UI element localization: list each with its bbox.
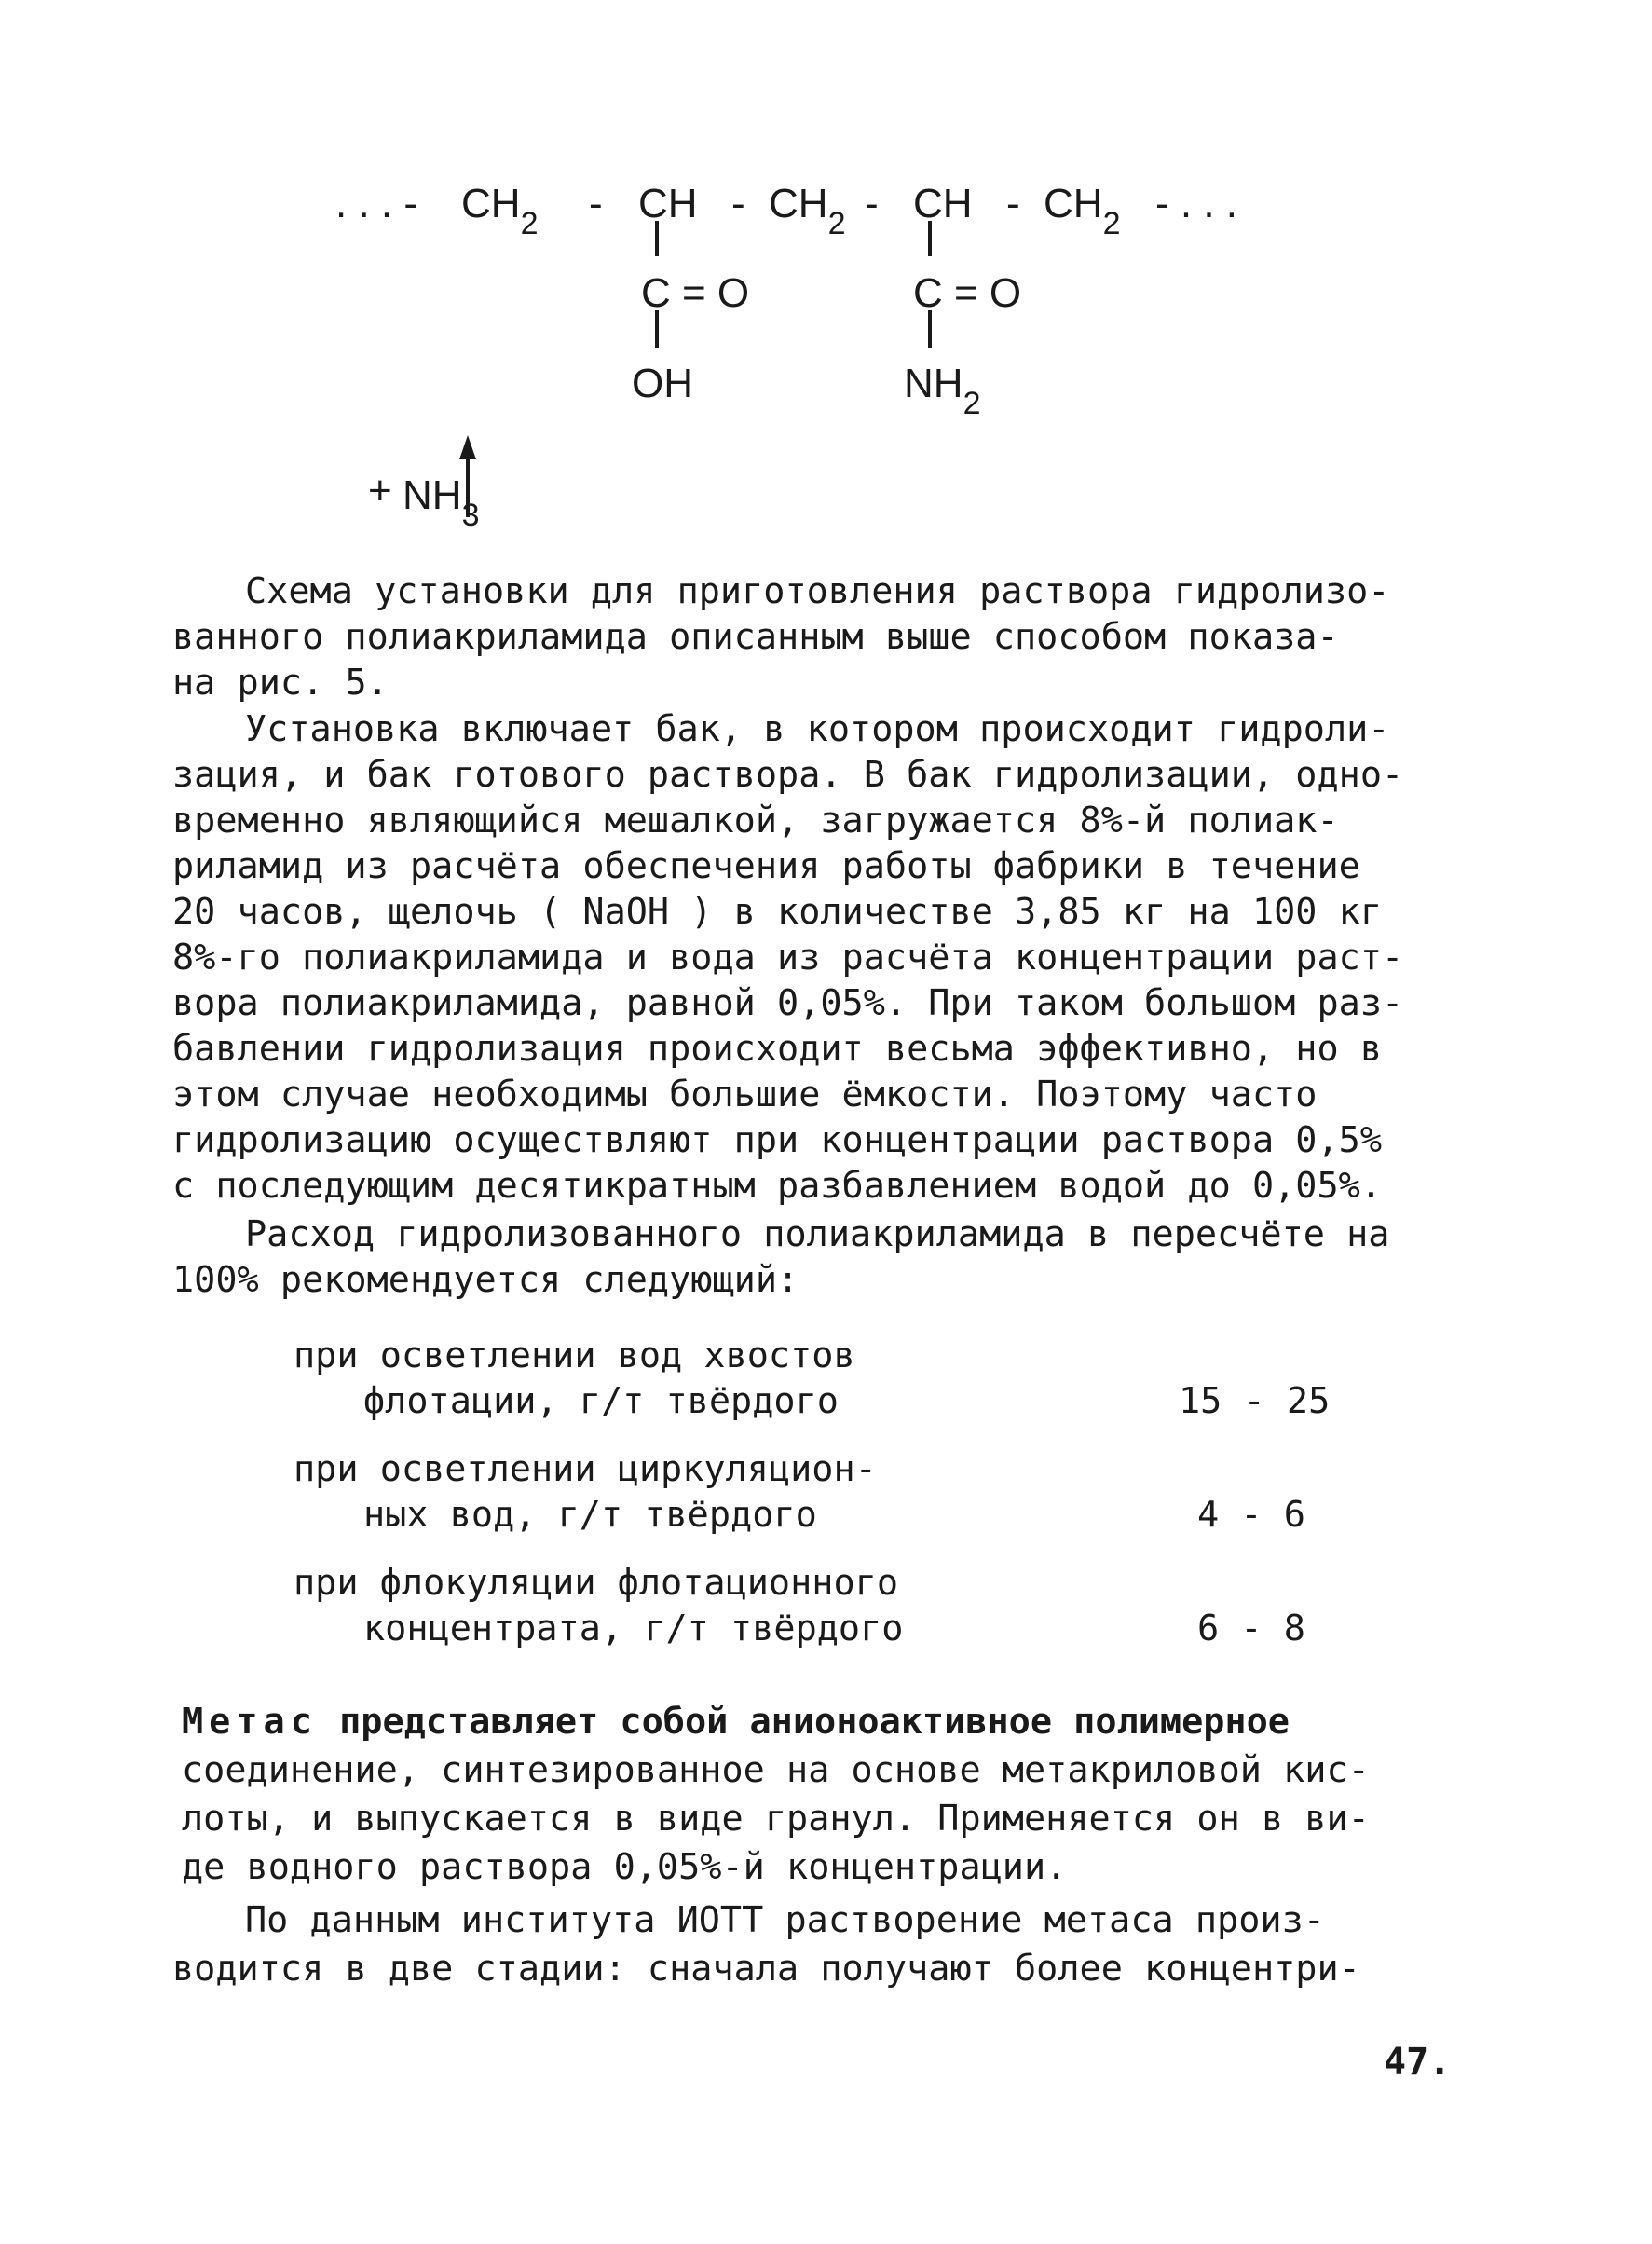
chain-right-dots: - . . . [1155, 181, 1237, 226]
consumption-row [172, 1333, 1384, 1424]
text-line: с последующим десятикратным разбавлением водой до 0,05%. [172, 1165, 1383, 1207]
consumption-label-line2: ных вод, г/т твёрдого [363, 1494, 817, 1536]
text-line: Расход гидролизованного полиакриламида в пересчёте на [245, 1213, 1390, 1255]
bond-dash: - [865, 181, 879, 226]
text-line: риламид из расчёта обеспечения работы фабрики в течение [172, 845, 1360, 887]
bond-dash: - [589, 181, 603, 226]
consumption-value: 6 - 8 [1197, 1608, 1305, 1649]
plus-sign: + [368, 468, 392, 513]
carbonyl-right: C = O [913, 270, 1022, 316]
text-line: ванного полиакриламида описанным выше способом показа- [172, 616, 1339, 658]
consumption-row [172, 1560, 1384, 1651]
ch-group-2: CH [913, 181, 973, 226]
ch2-group-3: $CH_2$ [1044, 181, 1121, 241]
text-line: зация, и бак готового раствора. В бак гидролизации, одно- [172, 754, 1404, 796]
consumption-list [172, 1333, 1384, 1674]
text-line: Схема установки для приготовления раствора гидролизо- [245, 570, 1390, 612]
text-line: гидролизацию осуществляют при концентрации раствора 0,5% [172, 1119, 1383, 1161]
bond-dash: - [731, 181, 745, 226]
text-line: лоты, и выпускается в виде гранул. Применяется он в ви- [182, 1798, 1370, 1840]
ammonia: $NH_3$ [403, 472, 480, 533]
consumption-label-line2: флотации, г/т твёрдого [363, 1380, 839, 1422]
consumption-label-line1: при осветлении циркуляцион- [294, 1448, 877, 1490]
text-line: вора полиакриламида, равной 0,05%. При таком большом раз- [172, 982, 1404, 1024]
hydroxyl-group: OH [632, 361, 693, 406]
bond-dash: - [1006, 181, 1020, 226]
metas-definition: представляет собой анионоактивное полимерное [339, 1701, 1290, 1743]
amide-group: $NH_2$ [904, 361, 981, 421]
text-line: де водного раствора 0,05%-й концентрации. [182, 1846, 1068, 1888]
text-line: на рис. 5. [172, 662, 389, 704]
paragraph-2 [172, 706, 1486, 1209]
consumption-label-line1: при осветлении вод хвостов [294, 1334, 855, 1376]
text-line: Установка включает бак, в котором происходит гидроли- [245, 708, 1390, 750]
metas-paragraph [182, 1698, 1505, 1892]
ch2-group-2: $CH_2$ [769, 181, 846, 241]
text-line: водится в две стадии: сначала получают более концентри- [172, 1948, 1360, 1990]
text-line: соединение, синтезированное на основе метакриловой кис- [182, 1749, 1370, 1791]
text-line: По данным института ИОТТ растворение метаса произ- [245, 1899, 1325, 1941]
consumption-label-line1: при флокуляции флотационного [294, 1562, 899, 1604]
gas-arrow-head [459, 435, 476, 459]
text-line: 8%-го полиакриламида и вода из расчёта концентрации раст- [172, 937, 1404, 978]
text-line: 100% рекомендуется следующий: [172, 1259, 799, 1301]
paragraph-3 [172, 1211, 1486, 1303]
ch2-group-1: $CH_2$ [461, 181, 539, 241]
term-metas: Метас [182, 1701, 318, 1743]
consumption-row [172, 1446, 1384, 1538]
text-line: 20 часов, щелочь ( NaOH ) в количестве 3,85 кг на 100 кг [172, 891, 1383, 933]
paragraph-1 [172, 568, 1486, 705]
chain-left-dots: . . . - [335, 181, 417, 226]
chemical-formula [335, 163, 1342, 554]
ch-group-1: CH [638, 181, 698, 226]
consumption-label-line2: концентрата, г/т твёрдого [363, 1608, 904, 1649]
consumption-value: 4 - 6 [1197, 1494, 1305, 1536]
text-line: этом случае необходимы большие ёмкости. Поэтому часто [172, 1074, 1318, 1115]
text-line: бавлении гидролизация происходит весьма эффективно, но в [172, 1028, 1383, 1070]
consumption-value: 15 - 25 [1179, 1380, 1331, 1422]
carbonyl-left: C = O [641, 270, 750, 316]
text-line [182, 1698, 1505, 1746]
paragraph-4 [172, 1896, 1486, 1993]
text-line: временно являющийся мешалкой, загружается 8%-й полиак- [172, 800, 1339, 842]
page-number: 47. [1384, 2041, 1452, 2084]
